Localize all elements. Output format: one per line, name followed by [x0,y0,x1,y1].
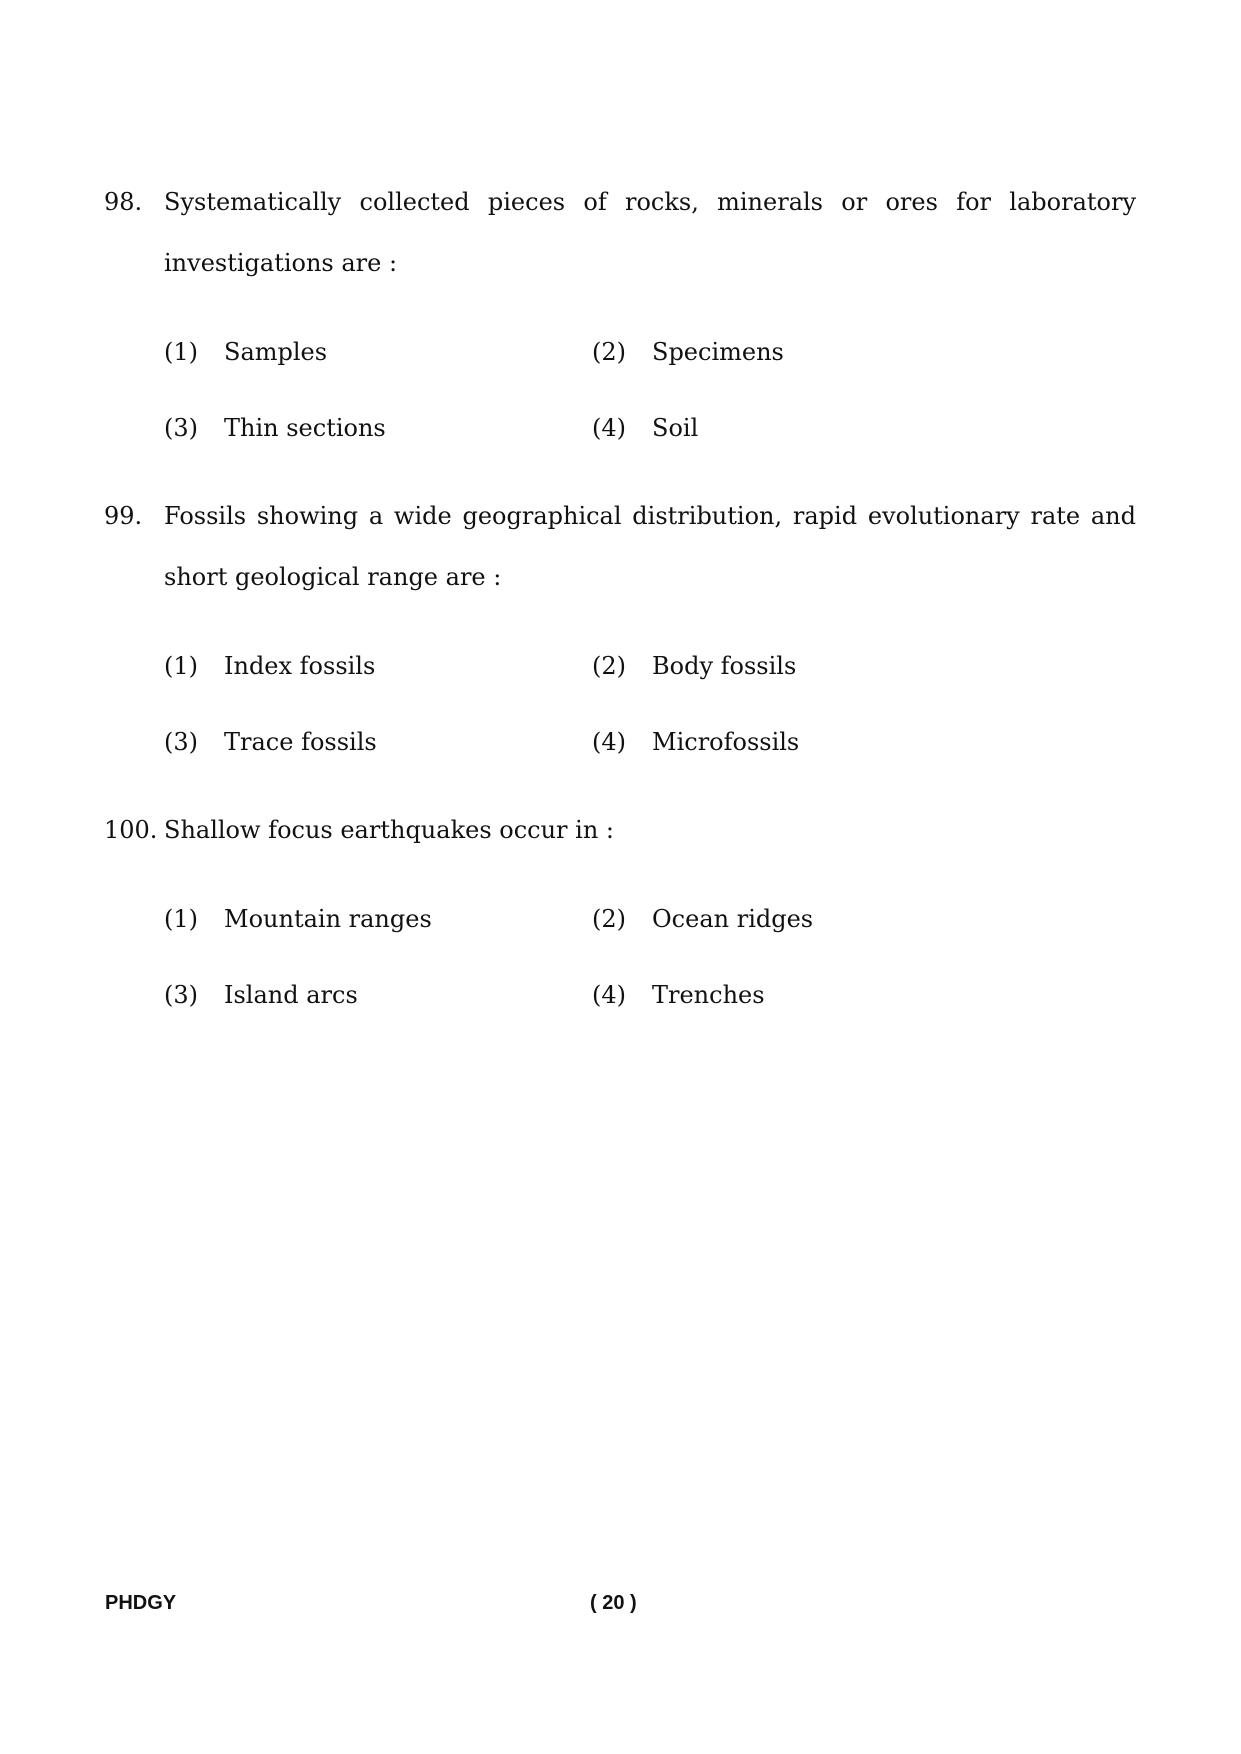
option-1 [164,314,592,390]
option-4 [592,704,1012,780]
option-number: (4) [592,728,626,756]
option-label: Trenches [652,981,765,1009]
option-3 [164,704,592,780]
option-label: Body fossils [652,652,797,680]
question-text: Shallow focus earthquakes occur in : [164,816,614,844]
options [164,881,1136,1033]
option-4 [592,390,1012,466]
options [164,628,1136,780]
option-number: (2) [592,905,626,933]
option-4 [592,957,1012,1033]
option-label: Index fossils [224,652,376,680]
options [164,314,1136,466]
question-number: 98. [104,188,143,216]
option-label: Trace fossils [224,728,377,756]
option-2 [592,628,1012,704]
question-number: 100. [104,816,158,844]
option-label: Soil [652,414,699,442]
option-number: (4) [592,981,626,1009]
option-2 [592,314,1012,390]
option-number: (3) [164,728,198,756]
option-2 [592,881,1012,957]
option-number: (2) [592,338,626,366]
option-label: Ocean ridges [652,905,814,933]
option-label: Mountain ranges [224,905,432,933]
option-number: (1) [164,338,198,366]
option-label: Samples [224,338,328,366]
option-1 [164,881,592,957]
question-99 [104,486,1136,780]
option-label: Microfossils [652,728,800,756]
option-number: (3) [164,414,198,442]
question-text: Fossils showing a wide geographical distribution, rapid evolutionary rate and short geological range are : [164,502,1136,591]
option-number: (1) [164,652,198,680]
question-100 [104,800,1136,1033]
option-label: Thin sections [224,414,386,442]
question-number: 99. [104,502,143,530]
question-text: Systematically collected pieces of rocks, minerals or ores for laboratory investigations are : [164,188,1136,277]
option-label: Specimens [652,338,784,366]
option-number: (2) [592,652,626,680]
option-1 [164,628,592,704]
option-number: (4) [592,414,626,442]
question-98 [104,172,1136,466]
option-3 [164,957,592,1033]
page-number: ( 20 ) [590,1592,637,1614]
option-number: (1) [164,905,198,933]
option-number: (3) [164,981,198,1009]
option-label: Island arcs [224,981,358,1009]
option-3 [164,390,592,466]
paper-code: PHDGY [105,1592,177,1614]
